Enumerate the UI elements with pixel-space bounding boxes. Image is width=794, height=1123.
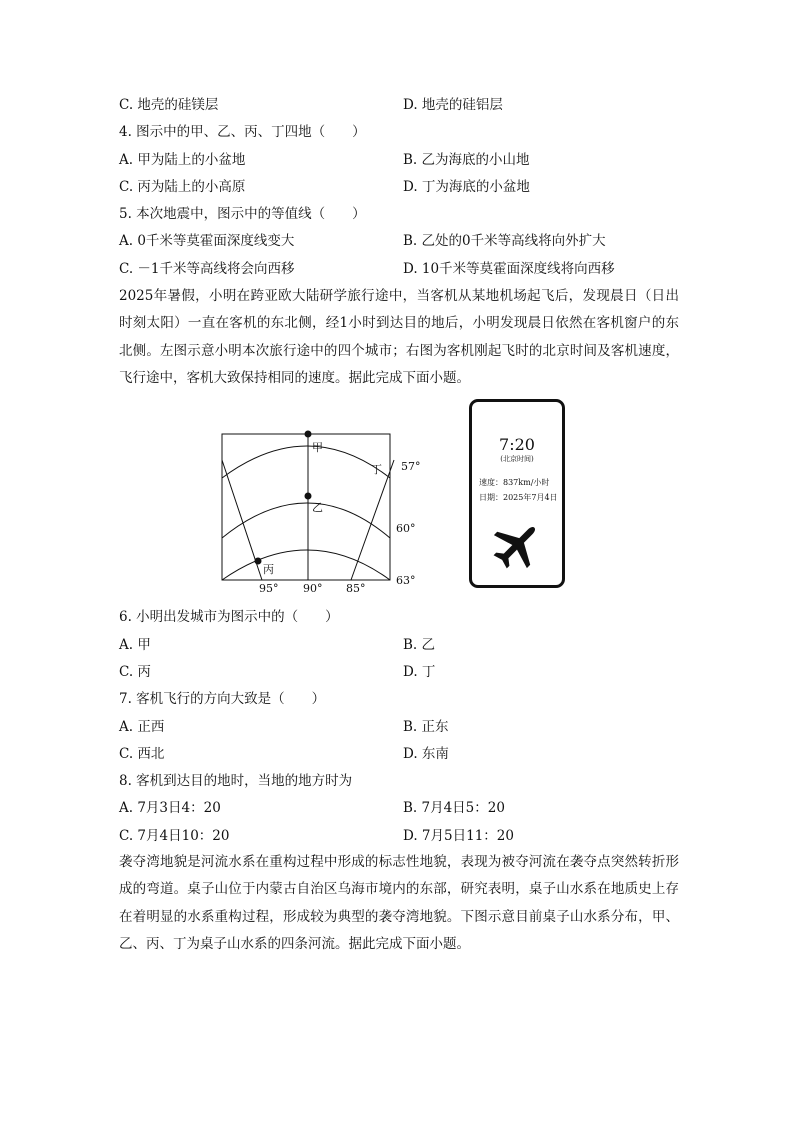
point-jia — [305, 431, 312, 438]
lon-label-95: 95° — [259, 582, 279, 595]
q5-option-b: B. 乙处的0千米等高线将向外扩大 — [403, 233, 606, 249]
q5-option-d: D. 10千米等莫霍面深度线将向西移 — [403, 261, 615, 277]
lat-label-57: 57° — [401, 460, 421, 473]
lon-label-85: 85° — [346, 582, 366, 595]
city-map-figure — [218, 430, 420, 596]
lat-label-60: 60° — [396, 522, 416, 535]
flight-info-phone — [469, 399, 565, 588]
parallel-57 — [222, 446, 390, 478]
beijing-time: 7:20 — [499, 435, 535, 454]
q4-option-d: D. 丁为海底的小盆地 — [403, 179, 530, 195]
label-yi: 乙 — [312, 501, 323, 514]
q8-option-b: B. 7月4日5：20 — [403, 800, 505, 816]
q3-option-c: C. 地壳的硅镁层 — [119, 97, 219, 113]
passage-flight: 2025年暑假，小明在跨亚欧大陆研学旅行途中，当客机从某地机场起飞后，发现晨日（日出时刻太阳）一直在客机的东北侧，经1小时到达目的地后，小明发现晨日依然在客机窗户的东北侧。左图示意小明本次旅行途中的四个城市；右图为客机刚起飞时的北京时间及客机速度，飞行途中，客机大致保持相同的速度。据此完成下面小题。 — [119, 288, 679, 386]
q8-option-c: C. 7月4日10：20 — [119, 828, 230, 844]
question-7: 7. 客机飞行的方向大致是（ ） — [119, 691, 326, 707]
question-4: 4. 图示中的甲、乙、丙、丁四地（ ） — [119, 124, 366, 140]
lon-label-90: 90° — [303, 582, 323, 595]
q7-option-d: D. 东南 — [403, 746, 449, 762]
label-ding: 丁 — [371, 463, 382, 476]
airplane-icon — [489, 515, 545, 575]
lat-label-63: 63° — [396, 574, 416, 587]
flight-date: 日期：2025年7月4日 — [479, 493, 558, 502]
q6-option-a: A. 甲 — [119, 637, 151, 653]
beijing-time-note: (北京时间) — [500, 455, 534, 463]
q5-option-c: C. －1千米等高线将会向西移 — [119, 261, 295, 277]
point-bing — [255, 558, 262, 565]
question-6: 6. 小明出发城市为图示中的（ ） — [119, 609, 339, 625]
q4-option-a: A. 甲为陆上的小盆地 — [119, 152, 246, 168]
q6-option-d: D. 丁 — [403, 664, 436, 680]
q5-option-a: A. 0千米等莫霍面深度线变大 — [119, 233, 295, 249]
question-8: 8. 客机到达目的地时，当地的地方时为 — [119, 773, 353, 789]
q8-option-a: A. 7月3日4：20 — [119, 800, 221, 816]
question-5: 5. 本次地震中，图示中的等值线（ ） — [119, 206, 366, 222]
q7-option-b: B. 正东 — [403, 719, 449, 735]
point-yi — [305, 493, 312, 500]
q6-option-b: B. 乙 — [403, 637, 436, 653]
flight-speed: 速度：837km/小时 — [479, 478, 550, 487]
q4-option-b: B. 乙为海底的小山地 — [403, 152, 530, 168]
meridian-85 — [351, 460, 394, 580]
q7-option-c: C. 西北 — [119, 746, 165, 762]
parallel-60 — [222, 503, 390, 538]
parallel-63 — [222, 550, 390, 580]
q8-option-d: D. 7月5日11：20 — [403, 828, 514, 844]
label-jia: 甲 — [312, 441, 323, 454]
q6-option-c: C. 丙 — [119, 664, 151, 680]
label-bing: 丙 — [263, 563, 274, 576]
passage-river-capture: 袭夺湾地貌是河流水系在重构过程中形成的标志性地貌，表现为被夺河流在袭夺点突然转折形成的弯道。桌子山位于内蒙古自治区乌海市境内的东部，研究表明，桌子山水系在地质史上存在着明显的水系重构过程，形成较为典型的袭夺湾地貌。下图示意目前桌子山水系分布，甲、乙、丙、丁为桌子山水系的四条河流。据此完成下面小题。 — [119, 854, 679, 952]
q4-option-c: C. 丙为陆上的小高原 — [119, 179, 246, 195]
q3-option-d: D. 地壳的硅铝层 — [403, 97, 503, 113]
q7-option-a: A. 正西 — [119, 719, 165, 735]
